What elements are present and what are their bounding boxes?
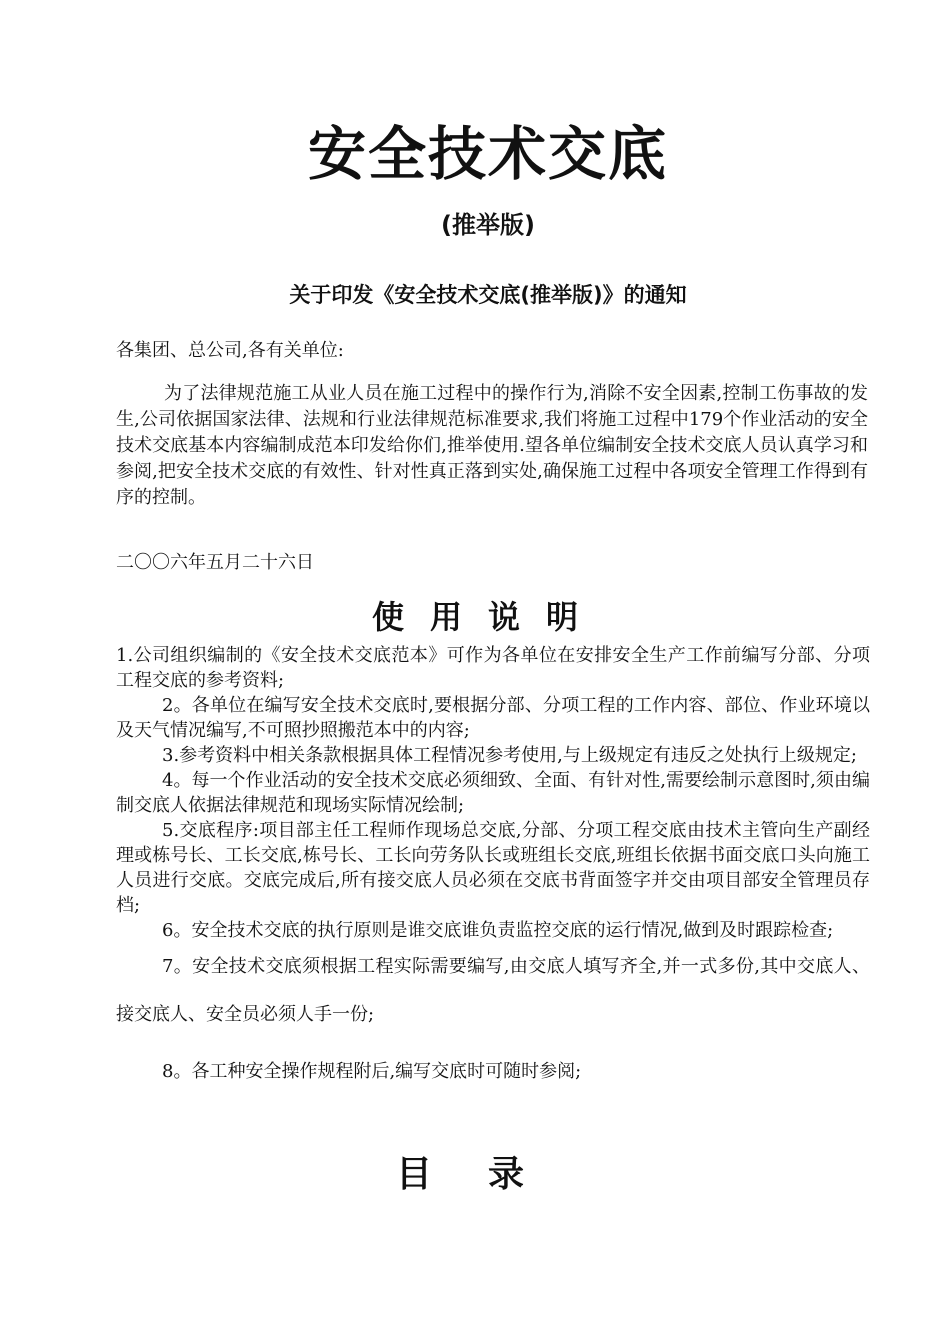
table-of-contents-heading: 目录 [395, 1154, 580, 1195]
salutation: 各集团、总公司,各有关单位: [116, 340, 344, 361]
notice-body-paragraph: 为了法律规范施工从业人员在施工过程中的操作行为,消除不安全因素,控制工伤事故的发生,公司依据国家法律、法规和行业法律规范标准要求,我们将施工过程中179个作业活动的安全技术交底基本内容编制成范本印发给你们,推举使用.望各单位编制安全技术交底人员认真学习和参阅,把安全技术交底的有效性、针对性真正落到实处,确保施工过程中各项安全管理工作得到有序的控制。 [116, 383, 868, 508]
usage-item-8: 8。各工种安全操作规程附后,编写交底时可随时参阅; [162, 1061, 582, 1082]
usage-item-6: 6。安全技术交底的执行原则是谁交底谁负责监控交底的运行情况,做到及时跟踪检查; [162, 920, 834, 941]
usage-item-2: 2。各单位在编写安全技术交底时,要根据分部、分项工程的工作内容、部位、作业环境以及天气情况编写,不可照抄照搬范本中的内容; [116, 695, 870, 741]
usage-item-1: 1.公司组织编制的《安全技术交底范本》可作为各单位在安排安全生产工作前编写分部、分项工程交底的参考资料; [116, 645, 870, 691]
notice-date: 二〇〇六年五月二十六日 [116, 552, 314, 573]
document-title: 安全技术交底 [307, 120, 668, 188]
document-subtitle: (推举版) [441, 211, 535, 239]
usage-instructions-list [116, 643, 870, 1084]
usage-item-3: 3.参考资料中相关条款根据具体工程情况参考使用,与上级规定有违反之处执行上级规定; [162, 745, 857, 766]
notice-heading: 关于印发《安全技术交底(推举版)》的通知 [289, 283, 687, 307]
usage-item-4: 4。每一个作业活动的安全技术交底必须细致、全面、有针对性,需要绘制示意图时,须由编制交底人依据法律规范和现场实际情况绘制; [116, 770, 870, 816]
usage-item-7: 7。安全技术交底须根据工程实际需要编写,由交底人填写齐全,并一式多份,其中交底人、接交底人、安全员必须人手一份; [116, 956, 870, 1025]
usage-instructions-heading: 使用说明 [371, 598, 604, 636]
usage-item-5: 5.交底程序:项目部主任工程师作现场总交底,分部、分项工程交底由技术主管向生产副经理或栋号长、工长交底,栋号长、工长向劳务队长或班组长交底,班组长依据书面交底口头向施工人员进行交底。交底完成后,所有接交底人员必须在交底书背面签字并交由项目部安全管理员存档; [116, 820, 870, 916]
